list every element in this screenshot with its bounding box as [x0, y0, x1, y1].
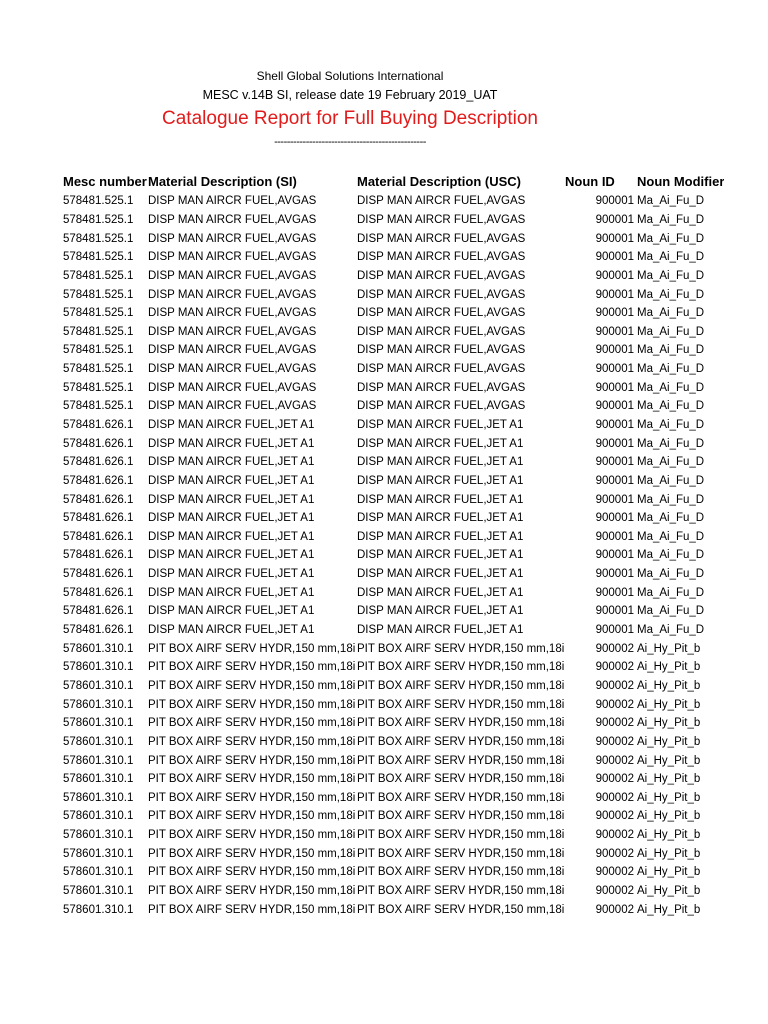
description-si-cell: PIT BOX AIRF SERV HYDR,150 mm,18i	[148, 885, 356, 898]
noun-modifier-cell: Ma_Ai_Fu_D	[637, 568, 705, 581]
noun-modifier-cell: Ma_Ai_Fu_D	[637, 344, 705, 357]
description-si-cell: PIT BOX AIRF SERV HYDR,150 mm,18i	[148, 679, 356, 692]
noun-id-cell: 900001	[595, 568, 634, 581]
mesc-number-cell: 578481.626.1	[63, 568, 134, 581]
noun-id-cell: 900002	[595, 754, 634, 767]
description-si-cell: DISP MAN AIRCR FUEL,JET A1	[148, 586, 315, 599]
mesc-number-cell: 578601.310.1	[63, 866, 134, 879]
noun-modifier-cell: Ma_Ai_Fu_D	[637, 605, 705, 618]
noun-modifier-cell: Ai_Hy_Pit_b	[637, 791, 701, 804]
description-usc-cell: PIT BOX AIRF SERV HYDR,150 mm,18i	[357, 661, 565, 674]
table-row	[63, 602, 724, 621]
description-usc-cell: DISP MAN AIRCR FUEL,JET A1	[357, 568, 524, 581]
noun-modifier-cell: Ma_Ai_Fu_D	[637, 512, 705, 525]
mesc-number-cell: 578481.525.1	[63, 400, 134, 413]
table-row	[63, 267, 724, 286]
noun-id-cell: 900002	[595, 773, 634, 786]
description-usc-cell: DISP MAN AIRCR FUEL,JET A1	[357, 437, 524, 450]
description-usc-cell: DISP MAN AIRCR FUEL,JET A1	[357, 549, 524, 562]
noun-id-cell: 900002	[595, 847, 634, 860]
noun-modifier-cell: Ma_Ai_Fu_D	[637, 288, 705, 301]
noun-id-cell: 900001	[595, 232, 634, 245]
description-si-cell: DISP MAN AIRCR FUEL,AVGAS	[148, 363, 317, 376]
noun-modifier-cell: Ma_Ai_Fu_D	[637, 213, 705, 226]
organization-name: Shell Global Solutions International	[256, 69, 444, 83]
description-si-cell: DISP MAN AIRCR FUEL,AVGAS	[148, 251, 317, 264]
mesc-number-cell: 578481.626.1	[63, 605, 134, 618]
noun-id-cell: 900001	[595, 195, 634, 208]
table-row	[63, 751, 724, 770]
mesc-number-cell: 578601.310.1	[63, 679, 134, 692]
description-usc-cell: DISP MAN AIRCR FUEL,JET A1	[357, 586, 524, 599]
table-row	[63, 509, 724, 528]
description-usc-cell: DISP MAN AIRCR FUEL,AVGAS	[357, 400, 526, 413]
mesc-number-cell: 578481.626.1	[63, 530, 134, 543]
noun-id-cell: 900002	[595, 791, 634, 804]
table-row	[63, 770, 724, 789]
noun-modifier-cell: Ai_Hy_Pit_b	[637, 885, 701, 898]
description-si-cell: DISP MAN AIRCR FUEL,AVGAS	[148, 269, 317, 282]
description-si-cell: DISP MAN AIRCR FUEL,AVGAS	[148, 232, 317, 245]
mesc-number-cell: 578481.525.1	[63, 232, 134, 245]
description-usc-cell: PIT BOX AIRF SERV HYDR,150 mm,18i	[357, 642, 565, 655]
description-usc-cell: PIT BOX AIRF SERV HYDR,150 mm,18i	[357, 679, 565, 692]
column-header-mesc-number: Mesc number	[63, 174, 147, 189]
table-row	[63, 546, 724, 565]
table-row	[63, 490, 724, 509]
mesc-number-cell: 578481.525.1	[63, 213, 134, 226]
noun-id-cell: 900001	[595, 307, 634, 320]
noun-id-cell: 900001	[595, 456, 634, 469]
noun-modifier-cell: Ai_Hy_Pit_b	[637, 642, 701, 655]
mesc-number-cell: 578481.626.1	[63, 419, 134, 431]
description-usc-cell: DISP MAN AIRCR FUEL,AVGAS	[357, 195, 526, 208]
release-info: MESC v.14B SI, release date 19 February 2019_UAT	[202, 88, 498, 102]
description-usc-cell: PIT BOX AIRF SERV HYDR,150 mm,18i	[357, 866, 565, 879]
description-usc-cell: DISP MAN AIRCR FUEL,AVGAS	[357, 251, 526, 264]
noun-modifier-cell: Ma_Ai_Fu_D	[637, 456, 705, 469]
table-row	[63, 341, 724, 360]
noun-id-cell: 900001	[595, 251, 634, 264]
mesc-number-cell: 578601.310.1	[63, 791, 134, 804]
noun-id-cell: 900001	[595, 474, 634, 487]
description-usc-cell: PIT BOX AIRF SERV HYDR,150 mm,18i	[357, 903, 565, 916]
noun-modifier-cell: Ma_Ai_Fu_D	[637, 363, 705, 376]
table-row	[63, 229, 724, 248]
noun-id-cell: 900001	[595, 549, 634, 562]
noun-modifier-cell: Ma_Ai_Fu_D	[637, 232, 705, 245]
mesc-number-cell: 578481.626.1	[63, 474, 134, 487]
table-row	[63, 807, 724, 826]
mesc-number-cell: 578481.626.1	[63, 512, 134, 525]
noun-modifier-cell: Ma_Ai_Fu_D	[637, 586, 705, 599]
mesc-number-cell: 578481.525.1	[63, 381, 134, 394]
description-si-cell: PIT BOX AIRF SERV HYDR,150 mm,18i	[148, 661, 356, 674]
description-si-cell: PIT BOX AIRF SERV HYDR,150 mm,18i	[148, 698, 356, 711]
description-usc-cell: DISP MAN AIRCR FUEL,JET A1	[357, 605, 524, 618]
noun-id-cell: 900001	[595, 586, 634, 599]
description-usc-cell: DISP MAN AIRCR FUEL,AVGAS	[357, 232, 526, 245]
description-si-cell: DISP MAN AIRCR FUEL,JET A1	[148, 568, 315, 581]
noun-modifier-cell: Ma_Ai_Fu_D	[637, 269, 705, 282]
table-header-row	[63, 171, 724, 192]
mesc-number-cell: 578601.310.1	[63, 698, 134, 711]
mesc-number-cell: 578601.310.1	[63, 847, 134, 860]
table-row	[63, 528, 724, 547]
table-row	[63, 453, 724, 472]
mesc-number-cell: 578601.310.1	[63, 717, 134, 730]
noun-modifier-cell: Ma_Ai_Fu_D	[637, 437, 705, 450]
noun-id-cell: 900001	[595, 512, 634, 525]
description-si-cell: DISP MAN AIRCR FUEL,JET A1	[148, 437, 315, 450]
description-usc-cell: DISP MAN AIRCR FUEL,JET A1	[357, 456, 524, 469]
description-si-cell: DISP MAN AIRCR FUEL,JET A1	[148, 549, 315, 562]
table-row	[63, 733, 724, 752]
table-row	[63, 621, 724, 640]
description-si-cell: DISP MAN AIRCR FUEL,AVGAS	[148, 325, 317, 338]
column-header-description-usc: Material Description (USC)	[357, 174, 521, 189]
mesc-number-cell: 578481.626.1	[63, 456, 134, 469]
noun-id-cell: 900001	[595, 624, 634, 637]
table-row	[63, 583, 724, 602]
noun-id-cell: 900001	[595, 605, 634, 618]
table-row	[63, 285, 724, 304]
table-row	[63, 714, 724, 733]
noun-modifier-cell: Ma_Ai_Fu_D	[637, 493, 705, 506]
noun-modifier-cell: Ma_Ai_Fu_D	[637, 530, 705, 543]
mesc-number-cell: 578481.525.1	[63, 288, 134, 301]
noun-id-cell: 900002	[595, 829, 634, 842]
description-usc-cell: PIT BOX AIRF SERV HYDR,150 mm,18i	[357, 773, 565, 786]
mesc-number-cell: 578481.525.1	[63, 195, 134, 208]
noun-modifier-cell: Ma_Ai_Fu_D	[637, 325, 705, 338]
description-si-cell: PIT BOX AIRF SERV HYDR,150 mm,18i	[148, 866, 356, 879]
mesc-number-cell: 578601.310.1	[63, 661, 134, 674]
column-header-description-si: Material Description (SI)	[148, 174, 297, 189]
description-usc-cell: PIT BOX AIRF SERV HYDR,150 mm,18i	[357, 698, 565, 711]
noun-id-cell: 900002	[595, 698, 634, 711]
description-si-cell: PIT BOX AIRF SERV HYDR,150 mm,18i	[148, 642, 356, 655]
table-row	[63, 565, 724, 584]
mesc-number-cell: 578481.525.1	[63, 251, 134, 264]
description-usc-cell: DISP MAN AIRCR FUEL,AVGAS	[357, 344, 526, 357]
noun-modifier-cell: Ai_Hy_Pit_b	[637, 679, 701, 692]
mesc-number-cell: 578481.525.1	[63, 269, 134, 282]
description-usc-cell: DISP MAN AIRCR FUEL,AVGAS	[357, 269, 526, 282]
noun-modifier-cell: Ma_Ai_Fu_D	[637, 474, 705, 487]
noun-id-cell: 900001	[595, 381, 634, 394]
description-usc-cell: PIT BOX AIRF SERV HYDR,150 mm,18i	[357, 717, 565, 730]
noun-id-cell: 900001	[595, 419, 634, 431]
noun-modifier-cell: Ai_Hy_Pit_b	[637, 903, 701, 916]
table-row	[63, 248, 724, 267]
table-body	[63, 192, 724, 919]
description-usc-cell: PIT BOX AIRF SERV HYDR,150 mm,18i	[357, 735, 565, 748]
description-usc-cell: PIT BOX AIRF SERV HYDR,150 mm,18i	[357, 810, 565, 823]
table-row	[63, 397, 724, 416]
table-row	[63, 416, 724, 435]
description-usc-cell: PIT BOX AIRF SERV HYDR,150 mm,18i	[357, 885, 565, 898]
table-row	[63, 434, 724, 453]
description-si-cell: PIT BOX AIRF SERV HYDR,150 mm,18i	[148, 735, 356, 748]
mesc-number-cell: 578601.310.1	[63, 642, 134, 655]
noun-modifier-cell: Ma_Ai_Fu_D	[637, 400, 705, 413]
title-rule: ------------------------------------------------	[274, 136, 426, 148]
noun-id-cell: 900001	[595, 493, 634, 506]
mesc-number-cell: 578601.310.1	[63, 903, 134, 916]
description-si-cell: DISP MAN AIRCR FUEL,AVGAS	[148, 195, 317, 208]
description-usc-cell: DISP MAN AIRCR FUEL,JET A1	[357, 512, 524, 525]
table-row	[63, 322, 724, 341]
noun-id-cell: 900001	[595, 213, 634, 226]
table-row	[63, 472, 724, 491]
description-si-cell: DISP MAN AIRCR FUEL,AVGAS	[148, 381, 317, 394]
table-row	[63, 826, 724, 845]
noun-id-cell: 900001	[595, 325, 634, 338]
noun-modifier-cell: Ai_Hy_Pit_b	[637, 754, 701, 767]
column-header-noun-modifier: Noun Modifier	[637, 174, 725, 189]
description-usc-cell: DISP MAN AIRCR FUEL,AVGAS	[357, 381, 526, 394]
noun-modifier-cell: Ai_Hy_Pit_b	[637, 661, 701, 674]
mesc-number-cell: 578601.310.1	[63, 829, 134, 842]
table-row	[63, 882, 724, 901]
table-row	[63, 360, 724, 379]
description-si-cell: DISP MAN AIRCR FUEL,JET A1	[148, 419, 315, 431]
description-usc-cell: DISP MAN AIRCR FUEL,AVGAS	[357, 363, 526, 376]
noun-id-cell: 900001	[595, 400, 634, 413]
table-row	[63, 211, 724, 230]
noun-id-cell: 900002	[595, 885, 634, 898]
noun-modifier-cell: Ma_Ai_Fu_D	[637, 624, 705, 637]
mesc-number-cell: 578601.310.1	[63, 810, 134, 823]
noun-id-cell: 900001	[595, 530, 634, 543]
description-si-cell: PIT BOX AIRF SERV HYDR,150 mm,18i	[148, 754, 356, 767]
mesc-number-cell: 578481.525.1	[63, 325, 134, 338]
mesc-number-cell: 578481.626.1	[63, 586, 134, 599]
mesc-number-cell: 578481.626.1	[63, 493, 134, 506]
description-usc-cell: PIT BOX AIRF SERV HYDR,150 mm,18i	[357, 847, 565, 860]
report-title: Catalogue Report for Full Buying Description	[162, 108, 538, 129]
description-si-cell: PIT BOX AIRF SERV HYDR,150 mm,18i	[148, 791, 356, 804]
noun-modifier-cell: Ma_Ai_Fu_D	[637, 419, 705, 431]
description-usc-cell: DISP MAN AIRCR FUEL,JET A1	[357, 530, 524, 543]
noun-id-cell: 900002	[595, 642, 634, 655]
description-si-cell: DISP MAN AIRCR FUEL,JET A1	[148, 456, 315, 469]
noun-modifier-cell: Ai_Hy_Pit_b	[637, 717, 701, 730]
table-row	[63, 304, 724, 323]
mesc-number-cell: 578481.525.1	[63, 307, 134, 320]
description-usc-cell: DISP MAN AIRCR FUEL,JET A1	[357, 474, 524, 487]
table-row	[63, 192, 724, 211]
description-si-cell: DISP MAN AIRCR FUEL,JET A1	[148, 474, 315, 487]
description-usc-cell: DISP MAN AIRCR FUEL,AVGAS	[357, 288, 526, 301]
description-si-cell: DISP MAN AIRCR FUEL,AVGAS	[148, 344, 317, 357]
description-si-cell: PIT BOX AIRF SERV HYDR,150 mm,18i	[148, 903, 356, 916]
noun-modifier-cell: Ma_Ai_Fu_D	[637, 381, 705, 394]
description-si-cell: DISP MAN AIRCR FUEL,AVGAS	[148, 213, 317, 226]
description-si-cell: PIT BOX AIRF SERV HYDR,150 mm,18i	[148, 810, 356, 823]
mesc-number-cell: 578481.626.1	[63, 437, 134, 450]
description-si-cell: PIT BOX AIRF SERV HYDR,150 mm,18i	[148, 829, 356, 842]
description-si-cell: PIT BOX AIRF SERV HYDR,150 mm,18i	[148, 717, 356, 730]
description-usc-cell: DISP MAN AIRCR FUEL,AVGAS	[357, 213, 526, 226]
noun-modifier-cell: Ai_Hy_Pit_b	[637, 810, 701, 823]
description-usc-cell: DISP MAN AIRCR FUEL,JET A1	[357, 493, 524, 506]
noun-id-cell: 900002	[595, 661, 634, 674]
table-row	[63, 863, 724, 882]
table-row	[63, 900, 724, 919]
description-usc-cell: PIT BOX AIRF SERV HYDR,150 mm,18i	[357, 791, 565, 804]
description-usc-cell: DISP MAN AIRCR FUEL,AVGAS	[357, 307, 526, 320]
description-usc-cell: PIT BOX AIRF SERV HYDR,150 mm,18i	[357, 829, 565, 842]
noun-id-cell: 900002	[595, 717, 634, 730]
noun-modifier-cell: Ai_Hy_Pit_b	[637, 735, 701, 748]
description-si-cell: DISP MAN AIRCR FUEL,AVGAS	[148, 400, 317, 413]
description-si-cell: PIT BOX AIRF SERV HYDR,150 mm,18i	[148, 847, 356, 860]
table-row	[63, 695, 724, 714]
noun-modifier-cell: Ma_Ai_Fu_D	[637, 549, 705, 562]
mesc-number-cell: 578601.310.1	[63, 773, 134, 786]
noun-id-cell: 900002	[595, 866, 634, 879]
noun-id-cell: 900002	[595, 735, 634, 748]
description-si-cell: DISP MAN AIRCR FUEL,JET A1	[148, 605, 315, 618]
description-si-cell: DISP MAN AIRCR FUEL,JET A1	[148, 493, 315, 506]
description-usc-cell: DISP MAN AIRCR FUEL,JET A1	[357, 624, 524, 637]
noun-modifier-cell: Ma_Ai_Fu_D	[637, 307, 705, 320]
description-si-cell: DISP MAN AIRCR FUEL,JET A1	[148, 530, 315, 543]
noun-modifier-cell: Ai_Hy_Pit_b	[637, 829, 701, 842]
mesc-number-cell: 578601.310.1	[63, 754, 134, 767]
description-usc-cell: PIT BOX AIRF SERV HYDR,150 mm,18i	[357, 754, 565, 767]
noun-id-cell: 900001	[595, 344, 634, 357]
mesc-number-cell: 578601.310.1	[63, 885, 134, 898]
catalogue-table	[63, 171, 724, 919]
mesc-number-cell: 578481.525.1	[63, 363, 134, 376]
noun-id-cell: 900002	[595, 903, 634, 916]
table-row	[63, 658, 724, 677]
table-row	[63, 844, 724, 863]
mesc-number-cell: 578481.525.1	[63, 344, 134, 357]
noun-id-cell: 900001	[595, 437, 634, 450]
noun-id-cell: 900001	[595, 363, 634, 376]
mesc-number-cell: 578481.626.1	[63, 624, 134, 637]
description-si-cell: DISP MAN AIRCR FUEL,AVGAS	[148, 307, 317, 320]
table-row	[63, 378, 724, 397]
table-row	[63, 677, 724, 696]
description-si-cell: DISP MAN AIRCR FUEL,JET A1	[148, 512, 315, 525]
noun-id-cell: 900002	[595, 810, 634, 823]
noun-modifier-cell: Ma_Ai_Fu_D	[637, 195, 705, 208]
description-si-cell: DISP MAN AIRCR FUEL,AVGAS	[148, 288, 317, 301]
description-usc-cell: DISP MAN AIRCR FUEL,AVGAS	[357, 325, 526, 338]
column-header-noun-id: Noun ID	[565, 174, 615, 189]
noun-id-cell: 900001	[595, 288, 634, 301]
description-si-cell: DISP MAN AIRCR FUEL,JET A1	[148, 624, 315, 637]
table-row	[63, 789, 724, 808]
table-row	[63, 639, 724, 658]
mesc-number-cell: 578481.626.1	[63, 549, 134, 562]
noun-modifier-cell: Ai_Hy_Pit_b	[637, 773, 701, 786]
description-si-cell: PIT BOX AIRF SERV HYDR,150 mm,18i	[148, 773, 356, 786]
noun-id-cell: 900001	[595, 269, 634, 282]
noun-modifier-cell: Ma_Ai_Fu_D	[637, 251, 705, 264]
noun-modifier-cell: Ai_Hy_Pit_b	[637, 847, 701, 860]
noun-id-cell: 900002	[595, 679, 634, 692]
mesc-number-cell: 578601.310.1	[63, 735, 134, 748]
noun-modifier-cell: Ai_Hy_Pit_b	[637, 866, 701, 879]
noun-modifier-cell: Ai_Hy_Pit_b	[637, 698, 701, 711]
description-usc-cell: DISP MAN AIRCR FUEL,JET A1	[357, 419, 524, 431]
